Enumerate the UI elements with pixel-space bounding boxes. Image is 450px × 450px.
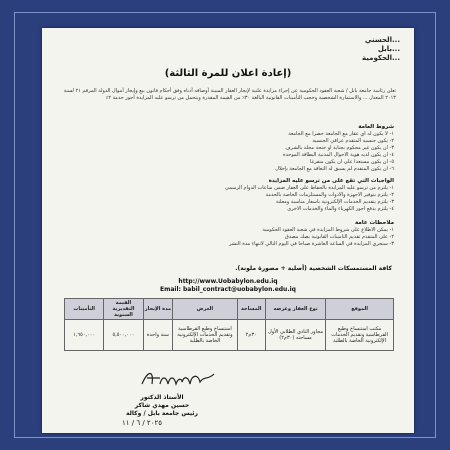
letterhead-line: ...الحكومية [362,54,400,62]
section-heading: الواجبات التي تقع على من ترسو عليه المزايدة [268,178,394,184]
column-header: مدة الإيجار [143,299,173,320]
table-cell: ٣٠م٢ [237,320,265,351]
section-line: ٢- يلتزم بتوفير الأجهزة والأدوات والمستلزمات الخاصة بالخدمة [265,192,394,198]
section-line: ٢- يكون جنسية المتقدم عراقي الجنسية [312,138,394,144]
signer-block [102,394,222,418]
section-line: ٢- على المتقدم تقديم التأمينات القانونية بصك مصدق [284,234,394,240]
email-link[interactable]: Email: babil_contract@uobabylon.edu.iq [160,286,296,293]
section-line: ٣- أن يكون غير محكوم بجناية أو جنحة مخلة بالشرف [285,145,394,151]
section-general-notes [66,220,394,248]
section-heading: ملاحظات عامة [355,220,394,226]
section-obligations [66,178,394,213]
signer-title: الأستاذ الدكتور [140,394,184,401]
table-cell: استنساخ وطبع القرطاسية وتقديم الخدمات الإلكترونية الخاصة بالطلبة [173,320,237,351]
section-line: ٤- يلتزم بدفع أجور الكهرباء والماء والخدمات الأخرى [287,206,394,212]
letterhead-line: ...الحسني [364,36,400,44]
section-line: ١- يمكن الاطلاع على شروط المزايدة في شعبة العقود الحكومية [262,227,394,233]
section-general-conditions [66,124,394,173]
column-header: المساحة [237,299,265,320]
documents-note: كافة المستمسكات الشخصية (أصلية + مصورة ملونة). [235,265,392,272]
contact-info [42,278,414,294]
document-title: (إعادة اعلان للمرة الثالثة) [164,68,292,79]
section-line: ٣- ستجري المزايدة في الساعة العاشرة صباحاً في اليوم التالي لانتهاء مدة النشر [229,241,394,247]
document-page [42,28,414,433]
table-cell: ١,٦٥٠,٠٠٠ [65,320,104,351]
table-cell: مجاور النادي الطلابي الأول مساحته (٣٠م٢) [265,320,325,351]
column-header: القيمة التقديرية السنوية [104,299,143,320]
letterhead-line: ...بابل [377,45,400,53]
table-cell: ٥,٥٠٠,٠٠٠ [104,320,143,351]
signer-name: حسين مهدي شاكر [134,402,190,409]
website-link[interactable]: http://www.Uobabylon.edu.iq [178,278,278,285]
table-cell: سنة واحدة [143,320,173,351]
section-line: ٣- يلتزم بتقديم الخدمات الإلكترونية بأسعار مناسبة ومعلنة [275,199,394,205]
table-header-row [65,299,394,320]
handwritten-signature [138,366,218,392]
column-header: نوع العقار وغرضه [265,299,325,320]
auction-table [64,298,394,351]
section-heading: شروط العامة [358,124,394,130]
table-row [65,320,394,351]
document-date: ٢٠٢٥ / ٦ / ١١ [122,419,162,427]
section-line: ١- لا يكون له أي عقار مع الجامعة حصراً مع الجامعة [288,131,394,137]
column-header: الموقع [326,299,394,320]
intro-paragraph: تعلن رئاسة جامعة بابل / شعبة العقود الحكومية عن إجراء مزايدة علنية لإيجار العقار المبينة أوصافه أدناه وفق أحكام قانون بيع وإيجار أموال الدولة المرقم ٢١ لسنة ٢٠١٣ المعدل ... والاستمارة الشخصية وحجب التأمينات القانونية البالغة ٣٠٪ من القيمة المقدرة ويتحمل من ترسو عليه المزايدة أجور خدمة ٢٪ [63,88,396,101]
section-line: ٦- أن يكون المتقدم لم يسبق له التعاقد مع الجامعة بإخلال [275,166,394,172]
table-cell: مكتب استنساخ وطبع القرطاسية وتقديم الخدمات الإلكترونية الخاصة بالطلبة [326,320,394,351]
column-header: التأمينات [65,299,104,320]
letterhead [362,36,400,63]
signer-role: رئيس جامعة بابل / وكالة [126,410,198,417]
section-line: ٤- أن يكون لديه هوية الأحوال المدنية البطاقة الموحدة [283,152,394,158]
section-line: ٥- أن يكون مستعداً على أن يكون متفرغاً [309,159,394,165]
column-header: الغرض [173,299,237,320]
section-line: ١- يلتزم من ترسو عليه المزايدة بالحفاظ على العقار ضمن ساعات الدوام الرسمي [225,185,394,191]
